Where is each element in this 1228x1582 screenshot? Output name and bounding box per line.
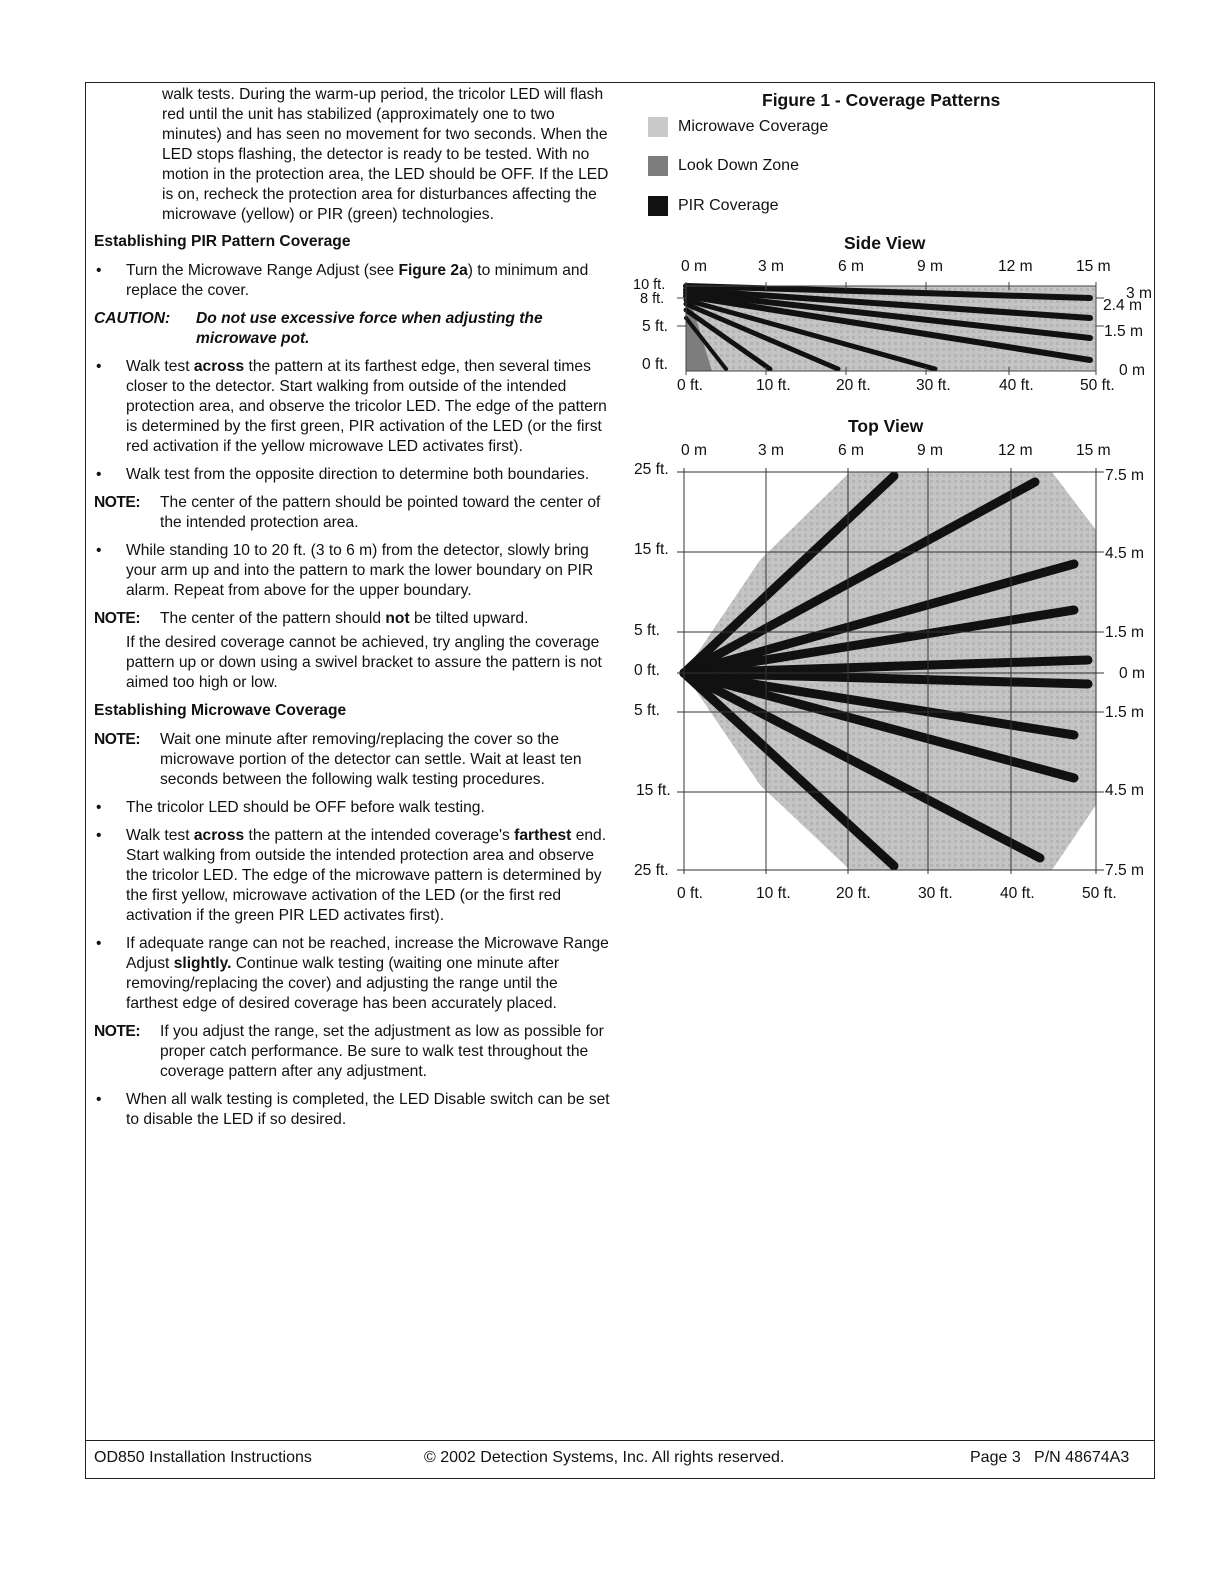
top-left-label: 0 ft. (634, 662, 661, 679)
top-feet-label: 10 ft. (756, 885, 791, 902)
top-left-label: 15 ft. (634, 541, 669, 558)
top-feet-label: 50 ft. (1082, 885, 1117, 902)
side-meter-label: 6 m (838, 258, 864, 275)
side-right-label: 0 m (1119, 362, 1145, 379)
top-left-label: 5 ft. (634, 622, 661, 639)
top-feet-label: 30 ft. (918, 885, 953, 902)
side-view-title: Side View (844, 233, 926, 253)
bullet-icon: • (96, 542, 102, 559)
top-meter-label: 6 m (838, 442, 864, 459)
bullet-icon: • (96, 262, 102, 279)
side-right-label: 3 m (1126, 285, 1152, 302)
top-meter-label: 0 m (681, 442, 707, 459)
list-item: • Walk test from the opposite direction to determine both boundaries. (96, 466, 590, 483)
side-meter-label: 15 m (1076, 258, 1111, 275)
list-item: • Walk test across the pattern at the intended coverage's farthest end. Start walking from outside the intended protection area and observe the tricolor LED. The edge of the microwave pattern is determined by the first yellow, microwave activation of the LED (or the first red activation if the green PIR LED activates first). (96, 827, 607, 924)
footer-copyright: © 2002 Detection Systems, Inc. All rights reserved. (424, 1449, 785, 1466)
top-left-label: 5 ft. (634, 702, 661, 719)
side-feet-label: 0 ft. (677, 377, 704, 394)
top-view-diagram (677, 468, 1104, 874)
side-left-label: 10 ft. (633, 277, 666, 293)
footer-left: OD850 Installation Instructions (94, 1449, 312, 1466)
top-left-label: 25 ft. (634, 461, 669, 478)
note: NOTE: If you adjust the range, set the adjustment as low as possible for proper catch performance. Be sure to walk test throughout the coverage pattern after any adjustment. (94, 1023, 604, 1080)
side-meter-label: 9 m (917, 258, 943, 275)
top-right-label: 7.5 m (1105, 862, 1144, 879)
top-feet-label: 40 ft. (1000, 885, 1035, 902)
side-view-diagram (677, 282, 1104, 375)
side-meter-label: 12 m (998, 258, 1033, 275)
side-feet-label: 40 ft. (999, 377, 1034, 394)
side-meter-label: 3 m (758, 258, 784, 275)
heading-pir-coverage: Establishing PIR Pattern Coverage (94, 233, 351, 250)
top-left-label: 25 ft. (634, 862, 669, 879)
figure-title: Figure 1 - Coverage Patterns (762, 90, 1001, 110)
top-meter-label: 15 m (1076, 442, 1111, 459)
side-feet-label: 30 ft. (916, 377, 951, 394)
top-left-label: 15 ft. (636, 782, 671, 799)
caution-note: CAUTION: Do not use excessive force when adjusting the microwave pot. (94, 310, 543, 347)
list-item: • The tricolor LED should be OFF before walk testing. (96, 799, 485, 816)
side-left-label: 8 ft. (640, 291, 665, 307)
top-meter-label: 12 m (998, 442, 1033, 459)
side-feet-label: 10 ft. (756, 377, 791, 394)
bullet-icon: • (96, 358, 102, 375)
top-right-label: 7.5 m (1105, 467, 1144, 484)
side-right-label: 2.4 m (1103, 297, 1142, 314)
side-feet-label: 50 ft. (1080, 377, 1115, 394)
top-feet-label: 20 ft. (836, 885, 871, 902)
side-left-label: 5 ft. (642, 318, 669, 335)
bullet-icon: • (96, 466, 102, 483)
side-meter-label: 0 m (681, 258, 707, 275)
note: NOTE: The center of the pattern should not be tilted upward. (94, 610, 529, 627)
side-feet-label: 20 ft. (836, 377, 871, 394)
top-meter-label: 9 m (917, 442, 943, 459)
top-meter-label: 3 m (758, 442, 784, 459)
list-item: • Turn the Microwave Range Adjust (see Figure 2a) to minimum and replace the cover. (96, 262, 589, 299)
top-view-title: Top View (848, 416, 924, 436)
list-item: • While standing 10 to 20 ft. (3 to 6 m) from the detector, slowly bring your arm up and into the pattern to mark the lower boundary on PIR alarm. Repeat from above for the upper boundary. (96, 542, 594, 599)
top-right-label: 1.5 m (1105, 624, 1144, 641)
bullet-icon: • (96, 827, 102, 844)
footer-page-number: Page 3 P/N 48674A3 (970, 1449, 1130, 1466)
side-left-label: 0 ft. (642, 356, 669, 373)
top-right-label: 1.5 m (1105, 704, 1144, 721)
list-item: • When all walk testing is completed, the LED Disable switch can be set to disable the LED if so desired. (96, 1091, 610, 1128)
top-right-label: 4.5 m (1105, 782, 1144, 799)
list-item: • Walk test across the pattern at its farthest edge, then several times closer to the detector. Start walking from outside of the intended protection area, and observe the tricolor LED. The edge of the pattern is determined by the first green, PIR activation of the LED (or the first red activation if the yellow microwave LED activates first). (96, 358, 607, 455)
footer-divider (85, 1440, 1155, 1441)
side-right-label: 1.5 m (1104, 323, 1143, 340)
bullet-icon: • (96, 1091, 102, 1108)
note: NOTE: The center of the pattern should be pointed toward the center of the intended protection area. (94, 494, 601, 531)
intro-paragraph: walk tests. During the warm-up period, the tricolor LED will flash red until the unit has stabilized (approximately one to two minutes) and has seen no movement for two seconds. When the LED stops flashing, the detector is ready to be tested. With no motion in the protection area, the LED should be OFF. If the LED is on, recheck the protection area for disturbances affecting the microwave (yellow) or PIR (green) technologies. (162, 86, 609, 223)
heading-microwave-coverage: Establishing Microwave Coverage (94, 702, 347, 719)
top-right-label: 4.5 m (1105, 545, 1144, 562)
note-subparagraph: If the desired coverage cannot be achieved, try angling the coverage pattern up or down using a swivel bracket to assure the pattern is not aimed too high or low. (126, 634, 602, 691)
note: NOTE: Wait one minute after removing/replacing the cover so the microwave portion of the detector can settle. Wait at least ten seconds between the following walk testing procedures. (94, 731, 582, 788)
bullet-icon: • (96, 935, 102, 952)
top-right-label: 0 m (1119, 665, 1145, 682)
bullet-icon: • (96, 799, 102, 816)
top-feet-label: 0 ft. (677, 885, 704, 902)
list-item: • If adequate range can not be reached, increase the Microwave Range Adjust slightly. Continue walk testing (waiting one minute after removing/replacing the cover) and adjusting the range until the farthest edge of desired coverage has been accurately placed. (96, 935, 609, 1012)
